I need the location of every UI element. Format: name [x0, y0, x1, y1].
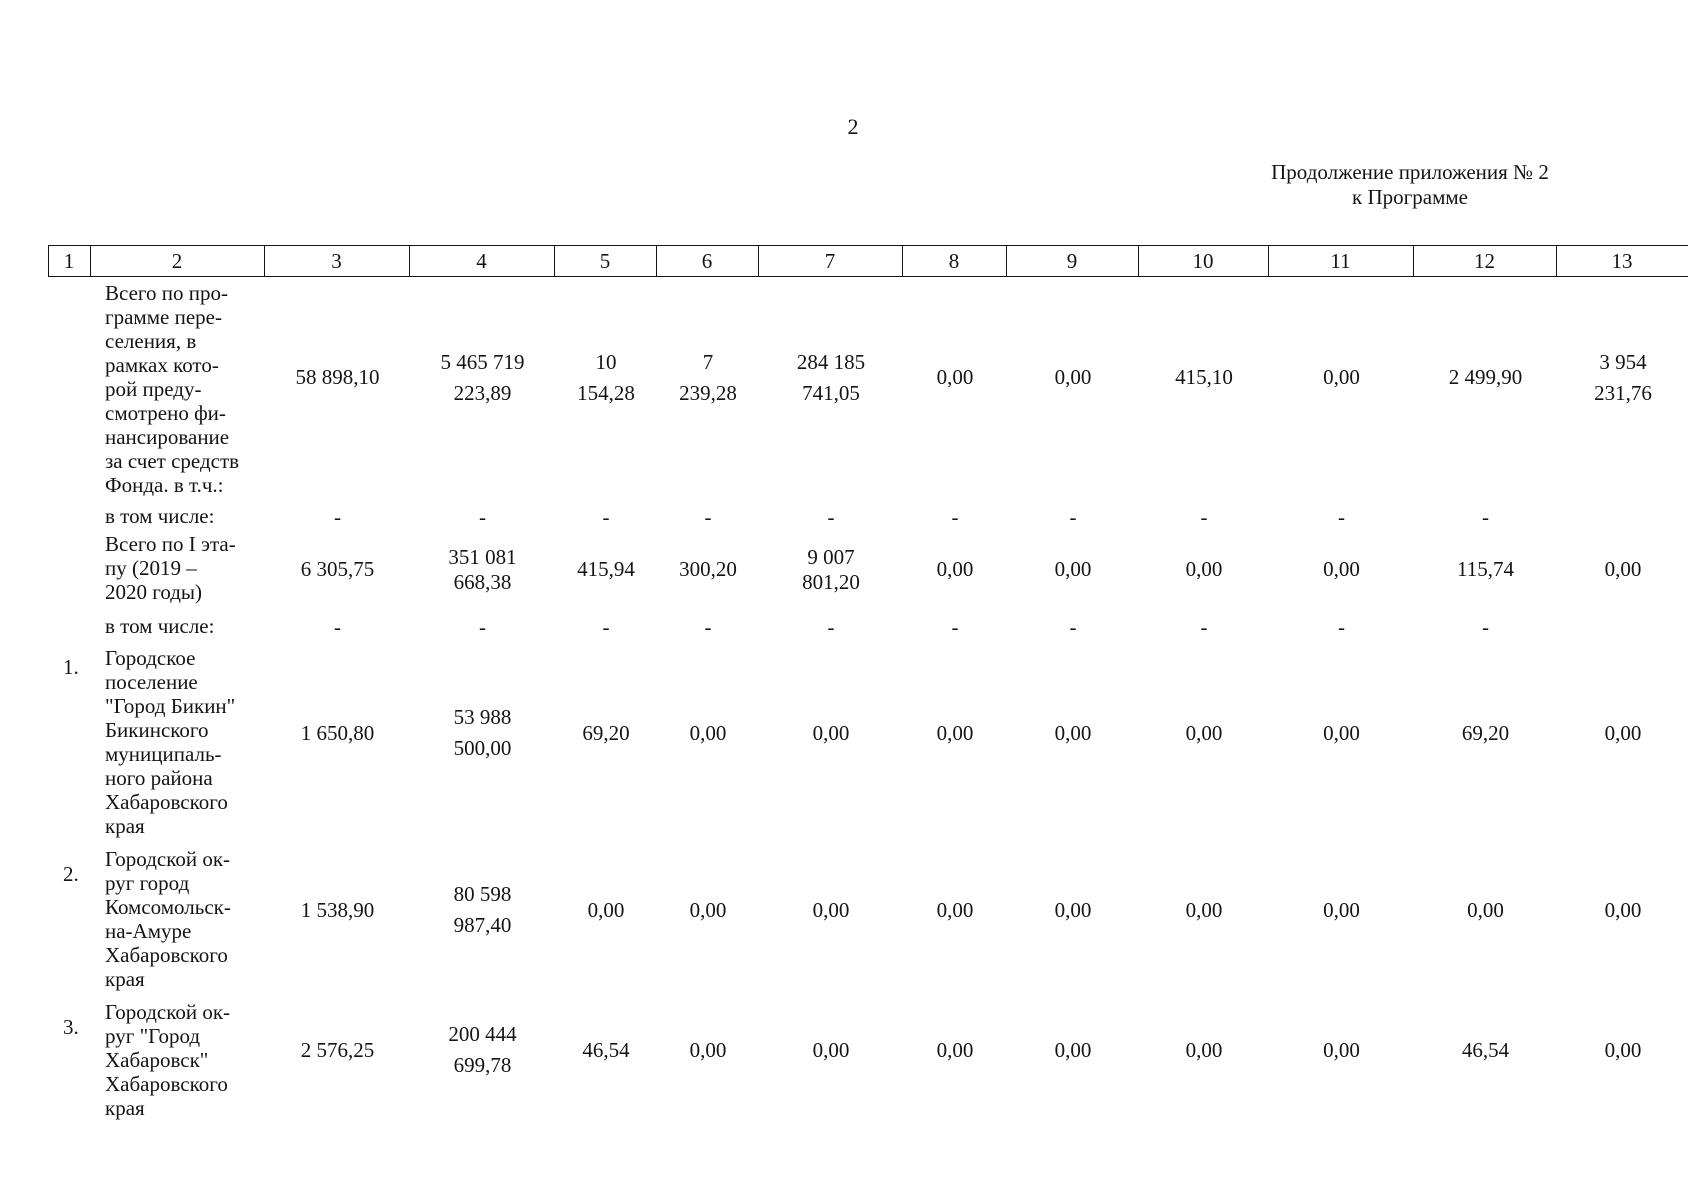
column-number-2: 2 — [171, 249, 183, 273]
cell-r3-c9: - — [1069, 615, 1077, 639]
row-number-3: 3. — [63, 1015, 79, 1039]
column-number-3: 3 — [331, 249, 342, 273]
cell-r6-c9: 0,00 — [1054, 1038, 1092, 1062]
cell-r3-c8: - — [951, 615, 959, 639]
column-number-13: 13 — [1611, 249, 1633, 273]
row-label-komsomolsk: Городской ок- руг город Комсомольск- на-Амуре Хабаровского края — [105, 847, 231, 991]
column-number-11: 11 — [1330, 249, 1351, 273]
row-number-1: 1. — [63, 655, 79, 679]
cell-r6-c4: 200 444 699,78 — [448, 1022, 517, 1077]
column-number-7: 7 — [824, 249, 836, 273]
cell-r0-c5: 10 154,28 — [577, 350, 635, 405]
cell-r4-c3: 1 650,80 — [300, 721, 375, 745]
cell-r5-c8: 0,00 — [936, 898, 974, 922]
cell-r2-c6: 300,20 — [679, 557, 737, 581]
cell-r4-c13: 0,00 — [1604, 721, 1642, 745]
cell-r3-c5: - — [602, 615, 610, 639]
cell-r2-c7: 9 007 801,20 — [802, 545, 860, 594]
cell-r4-c6: 0,00 — [689, 721, 727, 745]
column-number-8: 8 — [948, 249, 960, 273]
cell-r2-c10: 0,00 — [1185, 557, 1223, 581]
column-number-10: 10 — [1192, 249, 1214, 273]
cell-r6-c8: 0,00 — [936, 1038, 974, 1062]
cell-r5-c13: 0,00 — [1604, 898, 1642, 922]
cell-r5-c9: 0,00 — [1054, 898, 1092, 922]
column-number-header — [48, 245, 1688, 277]
cell-r3-c12: - — [1482, 615, 1489, 639]
row-label-stage-1-total: Всего по I эта- пу (2019 – 2020 годы) — [105, 532, 236, 604]
column-number-4: 4 — [476, 249, 487, 273]
appendix-note-line-1: Продолжение приложения № 2 — [1271, 160, 1549, 184]
cell-r6-c7: 0,00 — [812, 1038, 850, 1062]
cell-r6-c10: 0,00 — [1185, 1038, 1223, 1062]
cell-r4-c7: 0,00 — [812, 721, 850, 745]
cell-r6-c12: 46,54 — [1461, 1038, 1510, 1062]
cell-r5-c12: 0,00 — [1467, 898, 1504, 922]
cell-r4-c11: 0,00 — [1323, 721, 1360, 745]
cell-r6-c3: 2 576,25 — [300, 1038, 375, 1062]
cell-r3-c11: - — [1338, 615, 1345, 639]
cell-r0-c8: 0,00 — [936, 365, 974, 389]
cell-r4-c12: 69,20 — [1461, 721, 1510, 745]
cell-r0-c6: 7 239,28 — [679, 350, 737, 405]
cell-r5-c5: 0,00 — [587, 898, 625, 922]
cell-r4-c9: 0,00 — [1054, 721, 1092, 745]
cell-r1-c9: - — [1069, 505, 1077, 529]
cell-r0-c12: 2 499,90 — [1448, 365, 1523, 389]
cell-r3-c4: - — [479, 615, 486, 639]
cell-r5-c11: 0,00 — [1323, 898, 1360, 922]
cell-r4-c10: 0,00 — [1185, 721, 1223, 745]
cell-r0-c4: 5 465 719 223,89 — [440, 350, 525, 405]
cell-r6-c6: 0,00 — [689, 1038, 727, 1062]
column-number-12: 12 — [1474, 249, 1495, 273]
cell-r6-c13: 0,00 — [1604, 1038, 1642, 1062]
cell-r2-c9: 0,00 — [1054, 557, 1092, 581]
cell-r6-c5: 46,54 — [582, 1038, 630, 1062]
cell-r1-c5: - — [602, 505, 610, 529]
cell-r2-c5: 415,94 — [577, 557, 635, 581]
cell-r0-c11: 0,00 — [1323, 365, 1360, 389]
cell-r1-c8: - — [951, 505, 959, 529]
page-number: 2 — [847, 114, 859, 139]
cell-r2-c13: 0,00 — [1604, 557, 1642, 581]
appendix-note-line-2: к Программе — [1352, 185, 1468, 209]
cell-r0-c7: 284 185 741,05 — [796, 350, 866, 405]
cell-r1-c3: - — [334, 505, 341, 529]
cell-r1-c4: - — [479, 505, 486, 529]
cell-r4-c8: 0,00 — [936, 721, 974, 745]
cell-r1-c10: - — [1200, 505, 1208, 529]
cell-r2-c11: 0,00 — [1323, 557, 1360, 581]
cell-r2-c4: 351 081 668,38 — [448, 545, 517, 594]
cell-r1-c7: - — [827, 505, 835, 529]
row-label-including-2: в том числе: — [105, 614, 215, 638]
cell-r5-c7: 0,00 — [812, 898, 850, 922]
cell-r5-c10: 0,00 — [1185, 898, 1223, 922]
cell-r3-c7: - — [827, 615, 835, 639]
cell-r3-c10: - — [1200, 615, 1208, 639]
row-label-program-total: Всего по про- грамме пере- селения, в рамках кото- рой преду- смотрено фи- нансирование за счет средств Фонда. в т.ч.: — [105, 281, 240, 497]
cell-r4-c5: 69,20 — [582, 721, 630, 745]
cell-r1-c12: - — [1482, 505, 1489, 529]
column-number-9: 9 — [1066, 249, 1078, 273]
row-label-bikin: Городское поселение "Город Бикин" Бикинского муниципаль- ного района Хабаровского края — [105, 646, 236, 838]
appendix-note — [1200, 160, 1620, 210]
cell-r0-c10: 415,10 — [1175, 365, 1233, 389]
cell-r5-c6: 0,00 — [689, 898, 727, 922]
cell-r2-c8: 0,00 — [936, 557, 974, 581]
column-number-1: 1 — [63, 249, 75, 273]
cell-r0-c9: 0,00 — [1054, 365, 1092, 389]
cell-r2-c12: 115,74 — [1457, 557, 1514, 581]
cell-r4-c4: 53 988 500,00 — [453, 705, 512, 760]
cell-r5-c4: 80 598 987,40 — [453, 882, 512, 937]
cell-r2-c3: 6 305,75 — [300, 557, 375, 581]
column-number-5: 5 — [599, 249, 611, 273]
cell-r0-c3: 58 898,10 — [295, 365, 380, 389]
cell-r6-c11: 0,00 — [1323, 1038, 1360, 1062]
row-label-including-1: в том числе: — [105, 504, 215, 528]
column-number-6: 6 — [701, 249, 713, 273]
cell-r1-c6: - — [704, 505, 712, 529]
cell-r5-c3: 1 538,90 — [300, 898, 375, 922]
cell-r1-c11: - — [1338, 505, 1345, 529]
cell-r0-c13: 3 954 231,76 — [1594, 350, 1652, 405]
cell-r3-c6: - — [704, 615, 712, 639]
row-label-khabarovsk: Городской ок- руг "Город Хабаровск" Хабаровского края — [105, 1000, 231, 1120]
cell-r3-c3: - — [334, 615, 341, 639]
row-number-2: 2. — [63, 862, 79, 886]
